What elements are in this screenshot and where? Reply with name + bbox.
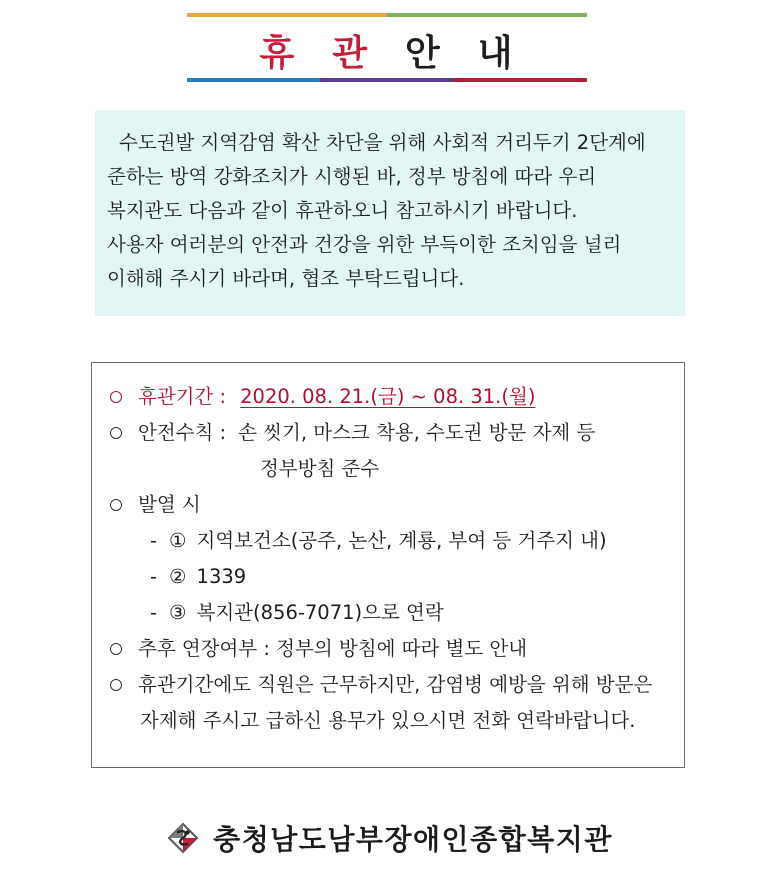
safety-rules-row [110,415,684,451]
top-divider-green [387,13,587,17]
safety-rules-text-2: 정부방침 준수 [260,457,380,480]
closure-period-value: 2020. 08. 21.(금) ~ 08. 31.(월) [240,385,536,408]
notice-line: 이해해 주시기 바라며, 협조 부탁드립니다. [107,267,465,290]
org-logo-icon [167,822,199,854]
fever-row [110,487,684,523]
info-box [91,362,685,768]
safety-rules-label: 안전수칙 : [138,421,227,444]
step-number: ③ [169,601,187,624]
step-text: 복지관(856-7071)으로 연락 [196,601,444,624]
fever-label: 발열 시 [138,493,201,516]
fever-step [110,559,684,595]
fever-step [110,595,684,631]
title-bottom-divider [187,78,587,82]
footer [0,818,780,858]
staff-row [110,667,684,703]
notice-line: 복지관도 다음과 같이 휴관하오니 참고하시기 바랍니다. [107,199,578,222]
extension-row [110,631,684,667]
notice-line: 사용자 여러분의 안전과 건강을 위한 부득이한 조치임을 널리 [107,233,622,256]
extension-text: 추후 연장여부 : 정부의 방침에 따라 별도 안내 [138,637,528,660]
step-number: ② [169,565,187,588]
bottom-divider-purple [320,78,453,82]
closure-period-label: 휴관기간 : [138,385,227,408]
fever-step [110,523,684,559]
title-char-1: 휴 [259,32,297,74]
top-divider-orange [187,13,387,17]
org-name: 충청남도남부장애인종합복지관 [213,823,613,856]
circle-bullet-icon [110,679,122,691]
closure-period-row [110,379,684,415]
notice-box [95,110,685,316]
safety-rules-continuation [110,451,684,487]
bottom-divider-blue [187,78,320,82]
circle-bullet-icon [110,499,122,511]
step-text: 지역보건소(공주, 논산, 계룡, 부여 등 거주지 내) [196,529,607,552]
page-title [187,24,587,76]
circle-bullet-icon [110,643,122,655]
circle-bullet-icon [110,391,122,403]
circle-bullet-icon [110,427,122,439]
safety-rules-text: 손 씻기, 마스크 착용, 수도권 방문 자제 등 [238,421,596,444]
step-number: ① [169,529,187,552]
dash-bullet: - [150,601,158,624]
bottom-divider-red [454,78,587,82]
notice-line: 수도권발 지역감염 확산 차단을 위해 사회적 거리두기 2단계에 [119,131,646,154]
title-char-3: 안 [405,32,442,74]
notice-line: 준하는 방역 강화조치가 시행된 바, 정부 방침에 따라 우리 [107,165,597,188]
title-char-4: 내 [477,32,515,74]
title-char-2: 관 [332,32,369,74]
staff-continuation [110,703,684,739]
dash-bullet: - [150,565,158,588]
step-text: 1339 [196,565,247,588]
title-top-divider [187,13,587,17]
dash-bullet: - [150,529,158,552]
staff-text-2: 자제해 주시고 급하신 용무가 있으시면 전화 연락바랍니다. [140,709,636,732]
staff-text: 휴관기간에도 직원은 근무하지만, 감염병 예방을 위해 방문은 [138,673,653,696]
